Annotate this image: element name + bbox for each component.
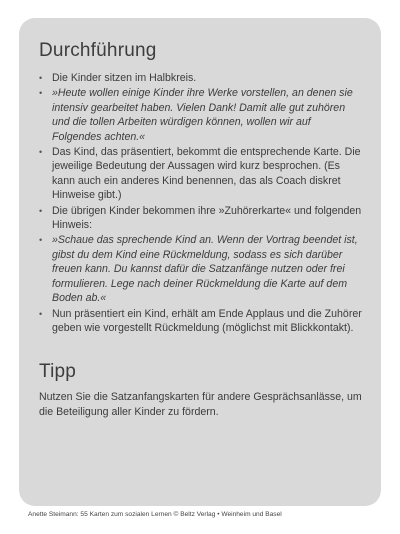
list-item: • Nun präsentiert ein Kind, erhält am Ende Applaus und die Zuhörer geben wie vorgestellt Rückmeldung (möglichst mit Blickkontakt). bbox=[39, 307, 363, 336]
steps-list bbox=[39, 71, 363, 335]
list-item: • Das Kind, das präsentiert, bekommt die entsprechende Karte. Die jeweilige Bedeutung der Aussagen wird kurz besprochen. (Es kann auch ein anderes Kind benennen, das als Coach diskret Hinweise gibt.) bbox=[39, 145, 363, 203]
copyright-footer: Anette Steimann: 55 Karten zum sozialen Lernen © Beltz Verlag • Weinheim und Basel bbox=[28, 511, 282, 518]
section-heading: Durchführung bbox=[39, 40, 157, 61]
instruction-card bbox=[19, 18, 381, 506]
list-item: • Die übrigen Kinder bekommen ihre »Zuhörerkarte« und folgenden Hinweis: bbox=[39, 204, 363, 233]
tipp-text: Nutzen Sie die Satzanfangskarten für andere Gesprächsanlässe, um die Beteiligung aller Kinder zu fördern. bbox=[39, 391, 362, 418]
list-item-quote: • »Heute wollen einige Kinder ihre Werke vorstellen, an denen sie intensiv gearbeitet haben. Vielen Dank! Damit alle gut zuhören und die tollen Arbeiten würdigen können, wollen wir auf Folgendes achten.« bbox=[39, 86, 363, 144]
tipp-heading: Tipp bbox=[39, 361, 77, 383]
list-item: • Die Kinder sitzen im Halbkreis. bbox=[39, 71, 363, 85]
list-item-quote: • »Schaue das sprechende Kind an. Wenn der Vortrag beendet ist, gibst du dem Kind eine Rückmeldung, sodass es sich darüber freuen kann. Du kannst dafür die Satzanfänge nutzen oder frei formulieren. Lege nach deiner Rückmeldung die Karte auf dem Boden ab.« bbox=[39, 233, 363, 305]
